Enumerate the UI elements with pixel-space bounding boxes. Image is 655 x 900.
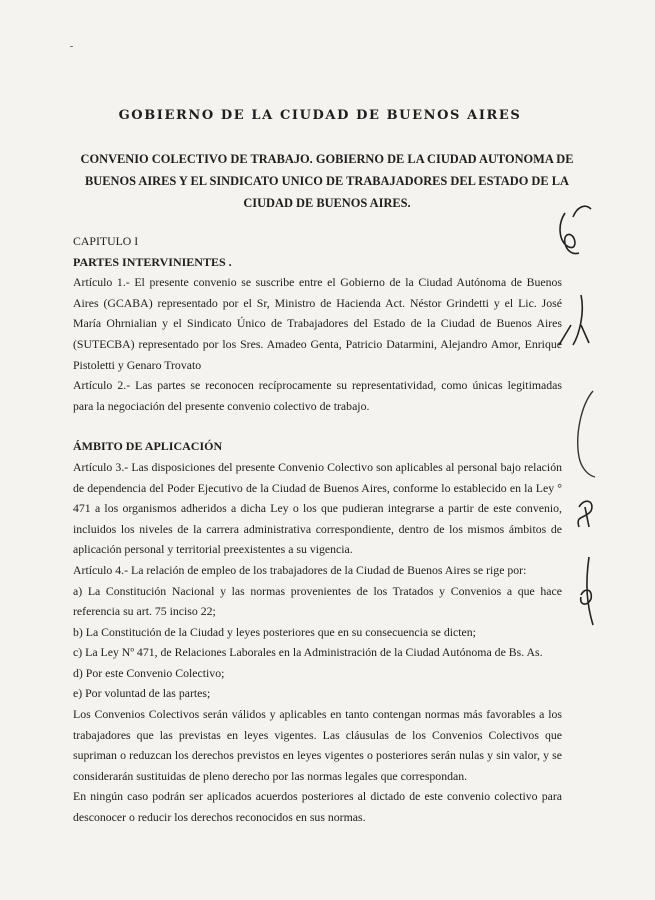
section-heading-ambito: ÁMBITO DE APLICACIÓN — [73, 439, 223, 454]
government-header: GOBIERNO DE LA CIUDAD DE BUENOS AIRES — [118, 108, 522, 123]
list-item-a: a) La Constitución Nacional y las normas provenientes de los Tratados y Convenios a que hace referencia su art. 75 inciso 22; — [73, 583, 562, 619]
list-item-e: e) Por voluntad de las partes; — [73, 686, 211, 701]
section-heading-partes: PARTES INTERVINIENTES . — [73, 254, 232, 269]
list-item-b: b) La Constitución de la Ciudad y leyes posteriores que en su consecuencia se dicten; — [73, 624, 476, 639]
paragraph-validity: Los Convenios Colectivos serán válidos y aplicables en tanto contengan normas más favorables a los trabajadores que las previstas en leyes vigentes. Las cláusulas de los Convenios Colectivos que supriman o reduzcan los derechos previstos en leyes vigentes o posteriores serán nulas y sin valor, y se considerarán sustituidas de pleno derecho por las normas legales que correspondan. — [73, 707, 562, 783]
article-4: Artículo 4.- La relación de empleo de los trabajadores de la Ciudad de Buenos Aires se rige por: — [73, 562, 527, 577]
scan-speck — [70, 46, 73, 47]
document-body — [73, 231, 562, 828]
document-title: CONVENIO COLECTIVO DE TRABAJO. GOBIERNO DE LA CIUDAD AUTONOMA DE BUENOS AIRES Y EL SINDICATO UNICO DE TRABAJADORES DEL ESTADO DE LA CIUDAD DE BUENOS AIRES. — [80, 152, 574, 210]
list-item-d: d) Por este Convenio Colectivo; — [73, 665, 225, 680]
article-2: Artículo 2.- Las partes se reconocen recíprocamente su representatividad, como únicas legitimadas para la negociación del presente convenio colectivo de trabajo. — [73, 378, 562, 413]
chapter-label: CAPITULO I — [73, 234, 139, 248]
paragraph-restriction: En ningún caso podrán ser aplicados acuerdos posteriores al dictado de este convenio colectivo para desconocer o reducir los derechos reconocidos en sus normas. — [73, 789, 562, 825]
signature-mark-3 — [578, 391, 595, 477]
signature-mark-1 — [560, 206, 591, 253]
spacer — [73, 416, 562, 436]
signature-mark-5 — [581, 557, 593, 625]
list-item-c: c) La Ley Nº 471, de Relaciones Laborales en la Administración de la Ciudad Autónoma de Bs. As. — [73, 645, 543, 660]
signature-mark-2 — [559, 295, 589, 345]
signature-mark-4 — [578, 501, 592, 527]
article-1: Artículo 1.- El presente convenio se suscribe entre el Gobierno de la Ciudad Autónoma de Buenos Aires (GCABA) representado por el Sr, Ministro de Hacienda Act. Néstor Grindetti y el Lic. José María Ohrnialian y el Sindicato Único de Trabajadores del Estado de la Ciudad de Buenos Aires (SUTECBA) representado por los Sres. Amadeo Genta, Patricio Datarmini, Alejandro Amor, Enrique Pistoletti y Genaro Trovato — [73, 275, 562, 372]
margin-signatures — [545, 195, 650, 645]
article-3: Artículo 3.- Las disposiciones del presente Convenio Colectivo son aplicables al personal bajo relación de dependencia del Poder Ejecutivo de la Ciudad de Buenos Aires, conforme lo establecido en la Ley ° 471 a los organismos adheridos a dicha Ley o los que pudieran integrarse a partir de este convenio, incluidos los niveles de la carrera administrativa correspondiente, dentro de los mismos ámbitos de aplicación personal y territorial preexistentes a su vigencia. — [73, 459, 562, 557]
